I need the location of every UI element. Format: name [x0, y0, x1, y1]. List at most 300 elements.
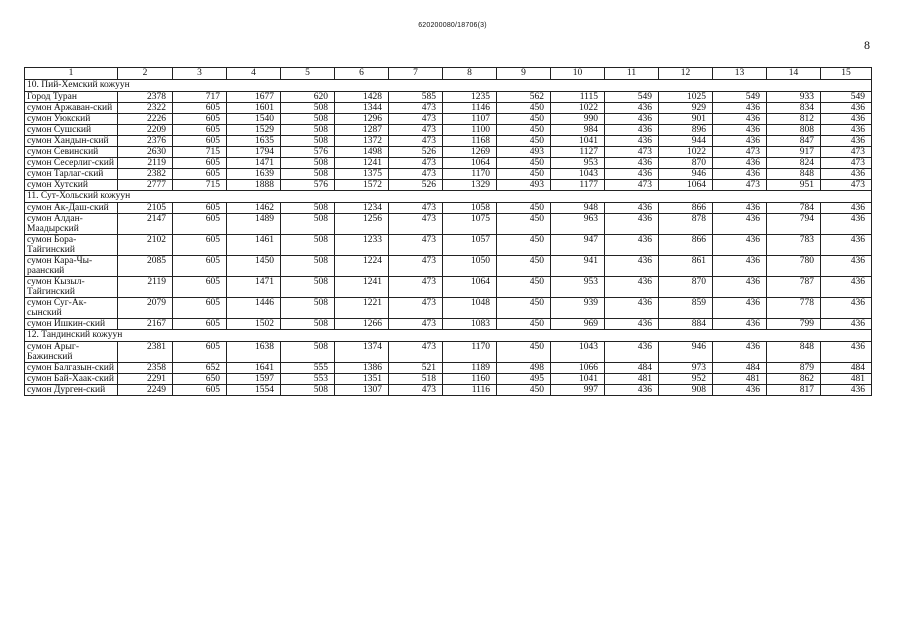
table-cell: 450 — [497, 214, 551, 235]
table-row — [25, 114, 872, 125]
table-cell: 939 — [551, 298, 605, 319]
table-cell: 585 — [389, 92, 443, 103]
table-cell: 473 — [389, 277, 443, 298]
table-cell: 473 — [389, 319, 443, 330]
table-cell: 963 — [551, 214, 605, 235]
table-cell: 436 — [713, 342, 767, 363]
table-cell: 508 — [281, 256, 335, 277]
table-cell: 1329 — [443, 180, 497, 191]
document-code: 620200080/18706(3) — [418, 22, 487, 29]
table-cell: 2147 — [118, 214, 173, 235]
table-cell: 576 — [281, 147, 335, 158]
table-cell: 450 — [497, 277, 551, 298]
table-cell: 526 — [389, 180, 443, 191]
table-cell: 1224 — [335, 256, 389, 277]
table-cell: 605 — [173, 342, 227, 363]
table-cell: 1502 — [227, 319, 281, 330]
table-cell: 436 — [605, 136, 659, 147]
table-cell: 1639 — [227, 169, 281, 180]
table-cell: 508 — [281, 158, 335, 169]
table-cell: 436 — [713, 298, 767, 319]
table-cell: 1489 — [227, 214, 281, 235]
table-cell: 436 — [821, 103, 872, 114]
settlement-name: сумон Сесерлиг-ский — [25, 158, 118, 169]
table-cell: 473 — [389, 385, 443, 396]
table-cell: 847 — [767, 136, 821, 147]
table-cell: 1498 — [335, 147, 389, 158]
column-header: 5 — [281, 68, 335, 80]
column-header: 3 — [173, 68, 227, 80]
table-cell: 952 — [659, 374, 713, 385]
table-cell: 861 — [659, 256, 713, 277]
table-cell: 1888 — [227, 180, 281, 191]
table-cell: 862 — [767, 374, 821, 385]
table-cell: 450 — [497, 125, 551, 136]
section-title: 12. Тандинский кожуун — [25, 330, 872, 342]
table-cell: 650 — [173, 374, 227, 385]
settlement-name: сумон Хутский — [25, 180, 118, 191]
table-cell: 493 — [497, 180, 551, 191]
table-cell: 436 — [713, 385, 767, 396]
table-cell: 436 — [821, 203, 872, 214]
table-cell: 2378 — [118, 92, 173, 103]
table-cell: 2322 — [118, 103, 173, 114]
table-row — [25, 169, 872, 180]
table-cell: 436 — [713, 203, 767, 214]
table-cell: 1025 — [659, 92, 713, 103]
table-cell: 508 — [281, 169, 335, 180]
table-cell: 2119 — [118, 158, 173, 169]
table-cell: 1638 — [227, 342, 281, 363]
table-cell: 2079 — [118, 298, 173, 319]
table-cell: 1058 — [443, 203, 497, 214]
table-cell: 1066 — [551, 363, 605, 374]
table-cell: 436 — [605, 169, 659, 180]
column-header: 8 — [443, 68, 497, 80]
column-header: 9 — [497, 68, 551, 80]
table-cell: 652 — [173, 363, 227, 374]
table-cell: 2119 — [118, 277, 173, 298]
column-header: 15 — [821, 68, 872, 80]
settlement-name: сумон Хандын-ский — [25, 136, 118, 147]
table-cell: 526 — [389, 147, 443, 158]
table-cell: 518 — [389, 374, 443, 385]
table-row — [25, 277, 872, 298]
table-cell: 1160 — [443, 374, 497, 385]
data-table — [24, 67, 872, 396]
table-cell: 508 — [281, 114, 335, 125]
table-cell: 605 — [173, 256, 227, 277]
table-cell: 1234 — [335, 203, 389, 214]
table-cell: 1168 — [443, 136, 497, 147]
table-cell: 787 — [767, 277, 821, 298]
table-cell: 436 — [605, 114, 659, 125]
table-cell: 450 — [497, 158, 551, 169]
table-cell: 1146 — [443, 103, 497, 114]
table-cell: 549 — [821, 92, 872, 103]
table-cell: 948 — [551, 203, 605, 214]
table-cell: 436 — [605, 256, 659, 277]
table-cell: 778 — [767, 298, 821, 319]
table-cell: 2381 — [118, 342, 173, 363]
table-cell: 1041 — [551, 136, 605, 147]
table-cell: 450 — [497, 203, 551, 214]
table-cell: 1116 — [443, 385, 497, 396]
table-cell: 521 — [389, 363, 443, 374]
table-cell: 508 — [281, 203, 335, 214]
column-header: 11 — [605, 68, 659, 80]
table-cell: 450 — [497, 342, 551, 363]
table-cell: 1043 — [551, 169, 605, 180]
table-cell: 929 — [659, 103, 713, 114]
table-cell: 1177 — [551, 180, 605, 191]
table-cell: 1050 — [443, 256, 497, 277]
table-cell: 2630 — [118, 147, 173, 158]
table-cell: 508 — [281, 214, 335, 235]
table-cell: 436 — [605, 277, 659, 298]
column-header: 12 — [659, 68, 713, 80]
table-cell: 808 — [767, 125, 821, 136]
table-cell: 1307 — [335, 385, 389, 396]
table-cell: 436 — [605, 342, 659, 363]
table-cell: 508 — [281, 342, 335, 363]
table-cell: 1554 — [227, 385, 281, 396]
table-cell: 473 — [389, 169, 443, 180]
table-cell: 1635 — [227, 136, 281, 147]
settlement-name: сумон Бай-Хаак-ский — [25, 374, 118, 385]
table-cell: 1127 — [551, 147, 605, 158]
settlement-name: сумон Уюкский — [25, 114, 118, 125]
table-cell: 436 — [821, 114, 872, 125]
table-cell: 605 — [173, 103, 227, 114]
table-cell: 2358 — [118, 363, 173, 374]
table-cell: 436 — [821, 385, 872, 396]
table-cell: 884 — [659, 319, 713, 330]
table-row — [25, 103, 872, 114]
table-cell: 473 — [389, 214, 443, 235]
table-cell: 878 — [659, 214, 713, 235]
table-cell: 2102 — [118, 235, 173, 256]
table-cell: 473 — [389, 298, 443, 319]
table-cell: 1241 — [335, 158, 389, 169]
table-cell: 1677 — [227, 92, 281, 103]
table-cell: 941 — [551, 256, 605, 277]
table-cell: 436 — [713, 214, 767, 235]
table-cell: 450 — [497, 319, 551, 330]
table-cell: 848 — [767, 342, 821, 363]
settlement-name: сумон Балгазын-ский — [25, 363, 118, 374]
table-cell: 436 — [713, 277, 767, 298]
table-cell: 859 — [659, 298, 713, 319]
table-cell: 1075 — [443, 214, 497, 235]
table-cell: 817 — [767, 385, 821, 396]
table-cell: 1794 — [227, 147, 281, 158]
table-cell: 2167 — [118, 319, 173, 330]
table-cell: 436 — [713, 136, 767, 147]
table-cell: 908 — [659, 385, 713, 396]
table-row — [25, 125, 872, 136]
table-row — [25, 235, 872, 256]
table-cell: 473 — [389, 158, 443, 169]
table-cell: 2105 — [118, 203, 173, 214]
table-cell: 508 — [281, 103, 335, 114]
table-cell: 481 — [605, 374, 659, 385]
table-cell: 1269 — [443, 147, 497, 158]
table-cell: 1022 — [659, 147, 713, 158]
table-cell: 990 — [551, 114, 605, 125]
table-cell: 473 — [389, 203, 443, 214]
table-cell: 2226 — [118, 114, 173, 125]
table-cell: 1296 — [335, 114, 389, 125]
table-cell: 1083 — [443, 319, 497, 330]
table-cell: 1064 — [443, 277, 497, 298]
settlement-name: сумон Суг-Ак-сынский — [25, 298, 118, 319]
table-cell: 450 — [497, 103, 551, 114]
settlement-name: сумон Бора-Тайгинский — [25, 235, 118, 256]
column-header: 1 — [25, 68, 118, 80]
column-header: 6 — [335, 68, 389, 80]
table-cell: 2085 — [118, 256, 173, 277]
settlement-name: сумон Аржаван-ский — [25, 103, 118, 114]
table-cell: 436 — [821, 319, 872, 330]
table-cell: 951 — [767, 180, 821, 191]
table-cell: 436 — [713, 256, 767, 277]
settlement-name: сумон Дурген-ский — [25, 385, 118, 396]
section-row — [25, 330, 872, 342]
table-cell: 1462 — [227, 203, 281, 214]
table-cell: 1041 — [551, 374, 605, 385]
table-cell: 436 — [605, 203, 659, 214]
table-cell: 473 — [389, 256, 443, 277]
table-cell: 450 — [497, 136, 551, 147]
table-cell: 605 — [173, 277, 227, 298]
table-cell: 508 — [281, 136, 335, 147]
settlement-name: сумон Севинский — [25, 147, 118, 158]
table-cell: 436 — [713, 319, 767, 330]
table-cell: 436 — [713, 125, 767, 136]
column-header: 14 — [767, 68, 821, 80]
table-cell: 508 — [281, 319, 335, 330]
table-cell: 1374 — [335, 342, 389, 363]
table-cell: 473 — [821, 147, 872, 158]
table-cell: 1064 — [659, 180, 713, 191]
table-cell: 436 — [713, 103, 767, 114]
table-cell: 436 — [821, 125, 872, 136]
table-cell: 1386 — [335, 363, 389, 374]
settlement-name: Город Туран — [25, 92, 118, 103]
table-cell: 508 — [281, 385, 335, 396]
table-cell: 436 — [821, 214, 872, 235]
table-cell: 436 — [821, 235, 872, 256]
table-cell: 450 — [497, 169, 551, 180]
table-cell: 508 — [281, 125, 335, 136]
table-cell: 484 — [605, 363, 659, 374]
table-cell: 436 — [821, 169, 872, 180]
table-cell: 866 — [659, 203, 713, 214]
table-cell: 473 — [389, 125, 443, 136]
section-row — [25, 191, 872, 203]
table-cell: 1572 — [335, 180, 389, 191]
table-cell: 473 — [821, 180, 872, 191]
table-cell: 715 — [173, 147, 227, 158]
settlement-name: сумон Тарлаг-ский — [25, 169, 118, 180]
section-row — [25, 80, 872, 92]
table-cell: 1540 — [227, 114, 281, 125]
table-row — [25, 214, 872, 235]
table-cell: 848 — [767, 169, 821, 180]
table-cell: 1351 — [335, 374, 389, 385]
table-cell: 715 — [173, 180, 227, 191]
table-cell: 1641 — [227, 363, 281, 374]
table-row — [25, 298, 872, 319]
table-cell: 824 — [767, 158, 821, 169]
table-cell: 946 — [659, 169, 713, 180]
table-cell: 473 — [605, 147, 659, 158]
table-cell: 436 — [605, 103, 659, 114]
table-row — [25, 374, 872, 385]
settlement-name: сумон Ак-Даш-ский — [25, 203, 118, 214]
table-cell: 450 — [497, 114, 551, 125]
table-cell: 1450 — [227, 256, 281, 277]
table-cell: 436 — [821, 298, 872, 319]
table-cell: 605 — [173, 235, 227, 256]
table-cell: 1048 — [443, 298, 497, 319]
table-cell: 783 — [767, 235, 821, 256]
table-cell: 576 — [281, 180, 335, 191]
table-row — [25, 203, 872, 214]
column-header: 13 — [713, 68, 767, 80]
table-cell: 1375 — [335, 169, 389, 180]
table-cell: 473 — [389, 103, 443, 114]
table-cell: 436 — [821, 277, 872, 298]
table-cell: 436 — [605, 214, 659, 235]
table-cell: 1428 — [335, 92, 389, 103]
table-cell: 1372 — [335, 136, 389, 147]
table-cell: 484 — [713, 363, 767, 374]
table-cell: 498 — [497, 363, 551, 374]
table-row — [25, 363, 872, 374]
table-cell: 953 — [551, 277, 605, 298]
settlement-name: сумон Сушский — [25, 125, 118, 136]
table-cell: 484 — [821, 363, 872, 374]
table-cell: 1022 — [551, 103, 605, 114]
table-cell: 605 — [173, 319, 227, 330]
table-cell: 1233 — [335, 235, 389, 256]
table-cell: 436 — [713, 169, 767, 180]
table-cell: 450 — [497, 298, 551, 319]
settlement-name: сумон Кызыл-Тайгинский — [25, 277, 118, 298]
table-cell: 605 — [173, 169, 227, 180]
table-cell: 553 — [281, 374, 335, 385]
table-cell: 450 — [497, 256, 551, 277]
table-cell: 436 — [605, 235, 659, 256]
table-cell: 436 — [713, 114, 767, 125]
table-cell: 984 — [551, 125, 605, 136]
section-title: 10. Пий-Хемский кожуун — [25, 80, 872, 92]
table-cell: 473 — [389, 342, 443, 363]
table-cell: 1461 — [227, 235, 281, 256]
table-cell: 481 — [713, 374, 767, 385]
table-cell: 473 — [821, 158, 872, 169]
table-cell: 450 — [497, 235, 551, 256]
table-cell: 1597 — [227, 374, 281, 385]
table-cell: 436 — [605, 319, 659, 330]
table-row — [25, 92, 872, 103]
table-cell: 436 — [821, 256, 872, 277]
page-number: 8 — [864, 38, 870, 52]
table-cell: 473 — [389, 136, 443, 147]
table-cell: 1235 — [443, 92, 497, 103]
column-header: 4 — [227, 68, 281, 80]
table-cell: 495 — [497, 374, 551, 385]
table-cell: 620 — [281, 92, 335, 103]
table-cell: 1189 — [443, 363, 497, 374]
table-row — [25, 385, 872, 396]
table-cell: 2291 — [118, 374, 173, 385]
table-cell: 549 — [605, 92, 659, 103]
table-cell: 2376 — [118, 136, 173, 147]
table-cell: 1471 — [227, 277, 281, 298]
table-cell: 1601 — [227, 103, 281, 114]
table-row — [25, 342, 872, 363]
table-cell: 450 — [497, 385, 551, 396]
table-cell: 436 — [713, 158, 767, 169]
table-cell: 947 — [551, 235, 605, 256]
table-cell: 2777 — [118, 180, 173, 191]
table-cell: 549 — [713, 92, 767, 103]
table-cell: 946 — [659, 342, 713, 363]
table-cell: 1344 — [335, 103, 389, 114]
table-cell: 436 — [605, 125, 659, 136]
table-cell: 1170 — [443, 342, 497, 363]
table-cell: 901 — [659, 114, 713, 125]
table-cell: 953 — [551, 158, 605, 169]
table-cell: 605 — [173, 203, 227, 214]
table-cell: 605 — [173, 125, 227, 136]
table-cell: 896 — [659, 125, 713, 136]
settlement-name: сумон Ишкин-ский — [25, 319, 118, 330]
settlement-name: сумон Алдан-Маадырский — [25, 214, 118, 235]
table-cell: 436 — [605, 298, 659, 319]
table-cell: 1057 — [443, 235, 497, 256]
table-cell: 1256 — [335, 214, 389, 235]
table-cell: 473 — [389, 235, 443, 256]
table-cell: 1266 — [335, 319, 389, 330]
table-cell: 933 — [767, 92, 821, 103]
table-cell: 605 — [173, 214, 227, 235]
table-row — [25, 256, 872, 277]
table-cell: 555 — [281, 363, 335, 374]
table-cell: 562 — [497, 92, 551, 103]
table-cell: 1107 — [443, 114, 497, 125]
table-cell: 605 — [173, 136, 227, 147]
table-cell: 473 — [389, 114, 443, 125]
table-row — [25, 147, 872, 158]
table-cell: 605 — [173, 158, 227, 169]
table-cell: 2249 — [118, 385, 173, 396]
table-cell: 973 — [659, 363, 713, 374]
table-cell: 812 — [767, 114, 821, 125]
table-cell: 605 — [173, 298, 227, 319]
table-cell: 1471 — [227, 158, 281, 169]
column-header: 2 — [118, 68, 173, 80]
table-cell: 799 — [767, 319, 821, 330]
table-row — [25, 180, 872, 191]
column-header: 10 — [551, 68, 605, 80]
table-cell: 784 — [767, 203, 821, 214]
table-row — [25, 158, 872, 169]
table-cell: 870 — [659, 158, 713, 169]
